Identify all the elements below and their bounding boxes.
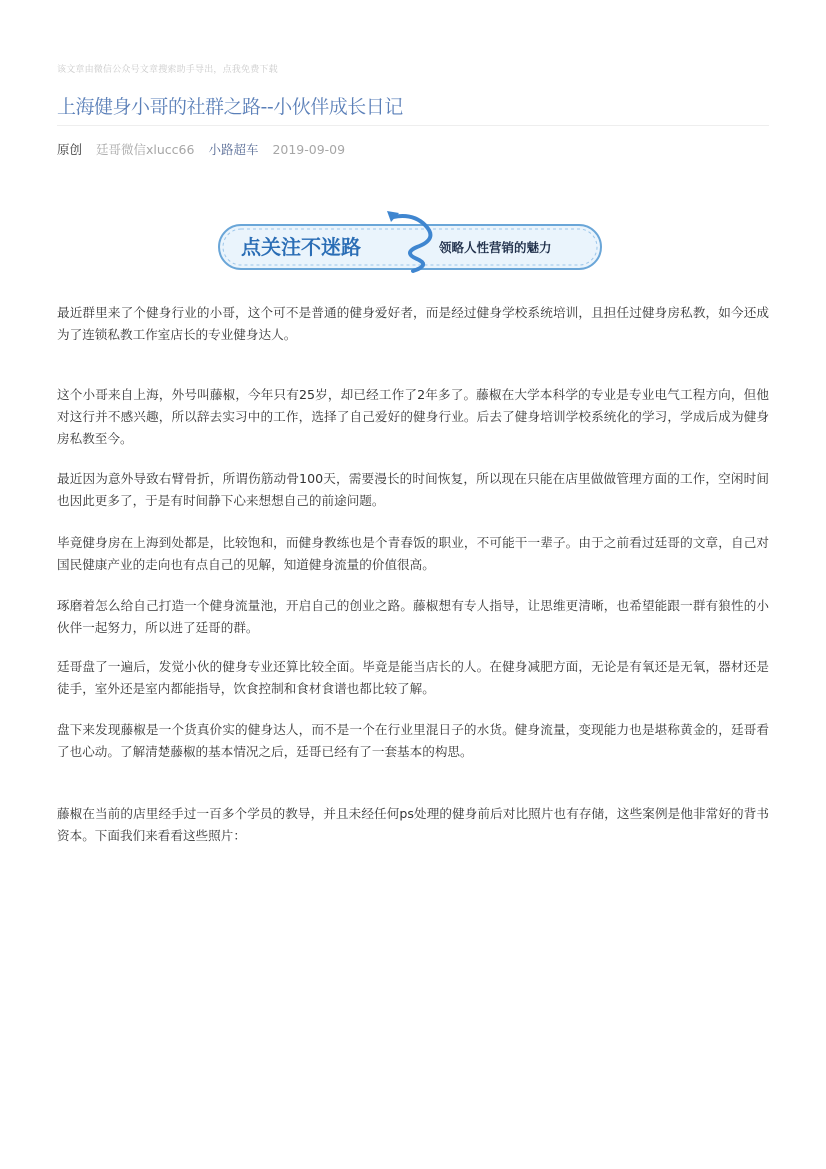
title-divider <box>57 125 769 126</box>
publish-date: 2019-09-09 <box>272 142 346 157</box>
paragraph: 最近因为意外导致右臂骨折，所谓伤筋动骨100天，需要漫长的时间恢复，所以现在只能在店里做做管理方面的工作，空闲时间也因此更多了，于是有时间静下心来想想自己的前途问题。 <box>57 471 769 508</box>
paragraph: 毕竟健身房在上海到处都是，比较饱和，而健身教练也是个青春饭的职业，不可能干一辈子。由于之前看过廷哥的文章，自己对国民健康产业的走向也有点自己的见解，知道健身流量的价值很高。 <box>57 535 769 572</box>
paragraph: 盘下来发现藤椒是一个货真价实的健身达人，而不是一个在行业里混日子的水货。健身流量，变现能力也是堪称黄金的，廷哥看了也心动。了解清楚藤椒的基本情况之后，廷哥已经有了一套基本的构思。 <box>57 722 769 759</box>
banner-left-text: 点关注不迷路 <box>241 235 361 259</box>
original-tag: 原创 <box>57 142 83 157</box>
paragraph: 这个小哥来自上海，外号叫藤椒，今年只有25岁，却已经工作了2年多了。藤椒在大学本科学的专业是专业电气工程方向，但他对这行并不感兴趣，所以辞去实习中的工作，选择了自己爱好的健身行业。后去了健身培训学校系统化的学习，学成后成为健身房私教至今。 <box>57 387 769 446</box>
paragraph: 廷哥盘了一遍后，发觉小伙的健身专业还算比较全面。毕竟是能当店长的人。在健身减肥方面，无论是有氧还是无氧，器材还是徒手，室外还是室内都能指导，饮食控制和食材食谱也都比较了解。 <box>57 659 769 696</box>
follow-banner-graphic <box>217 207 603 277</box>
article-title: 上海健身小哥的社群之路--小伙伴成长日记 <box>57 96 403 118</box>
paragraph: 琢磨着怎么给自己打造一个健身流量池，开启自己的创业之路。藤椒想有专人指导，让思维更清晰，也希望能跟一群有狼性的小伙伴一起努力，所以进了廷哥的群。 <box>57 598 769 635</box>
author-name: 廷哥微信xlucc66 <box>96 142 195 157</box>
follow-banner[interactable] <box>217 207 603 277</box>
banner-right-text: 领略人性营销的魅力 <box>439 240 552 255</box>
paragraph: 最近群里来了个健身行业的小哥，这个可不是普通的健身爱好者，而是经过健身学校系统培训，且担任过健身房私教，如今还成为了连锁私教工作室店长的专业健身达人。 <box>57 305 769 342</box>
export-notice[interactable]: 该文章由微信公众号文章搜索助手导出，点我免费下载 <box>57 65 278 75</box>
article-meta <box>57 140 355 158</box>
account-link[interactable]: 小路超车 <box>208 142 259 157</box>
paragraph: 藤椒在当前的店里经手过一百多个学员的教导，并且未经任何ps处理的健身前后对比照片也有存储，这些案例是他非常好的背书资本。下面我们来看看这些照片： <box>57 806 769 843</box>
